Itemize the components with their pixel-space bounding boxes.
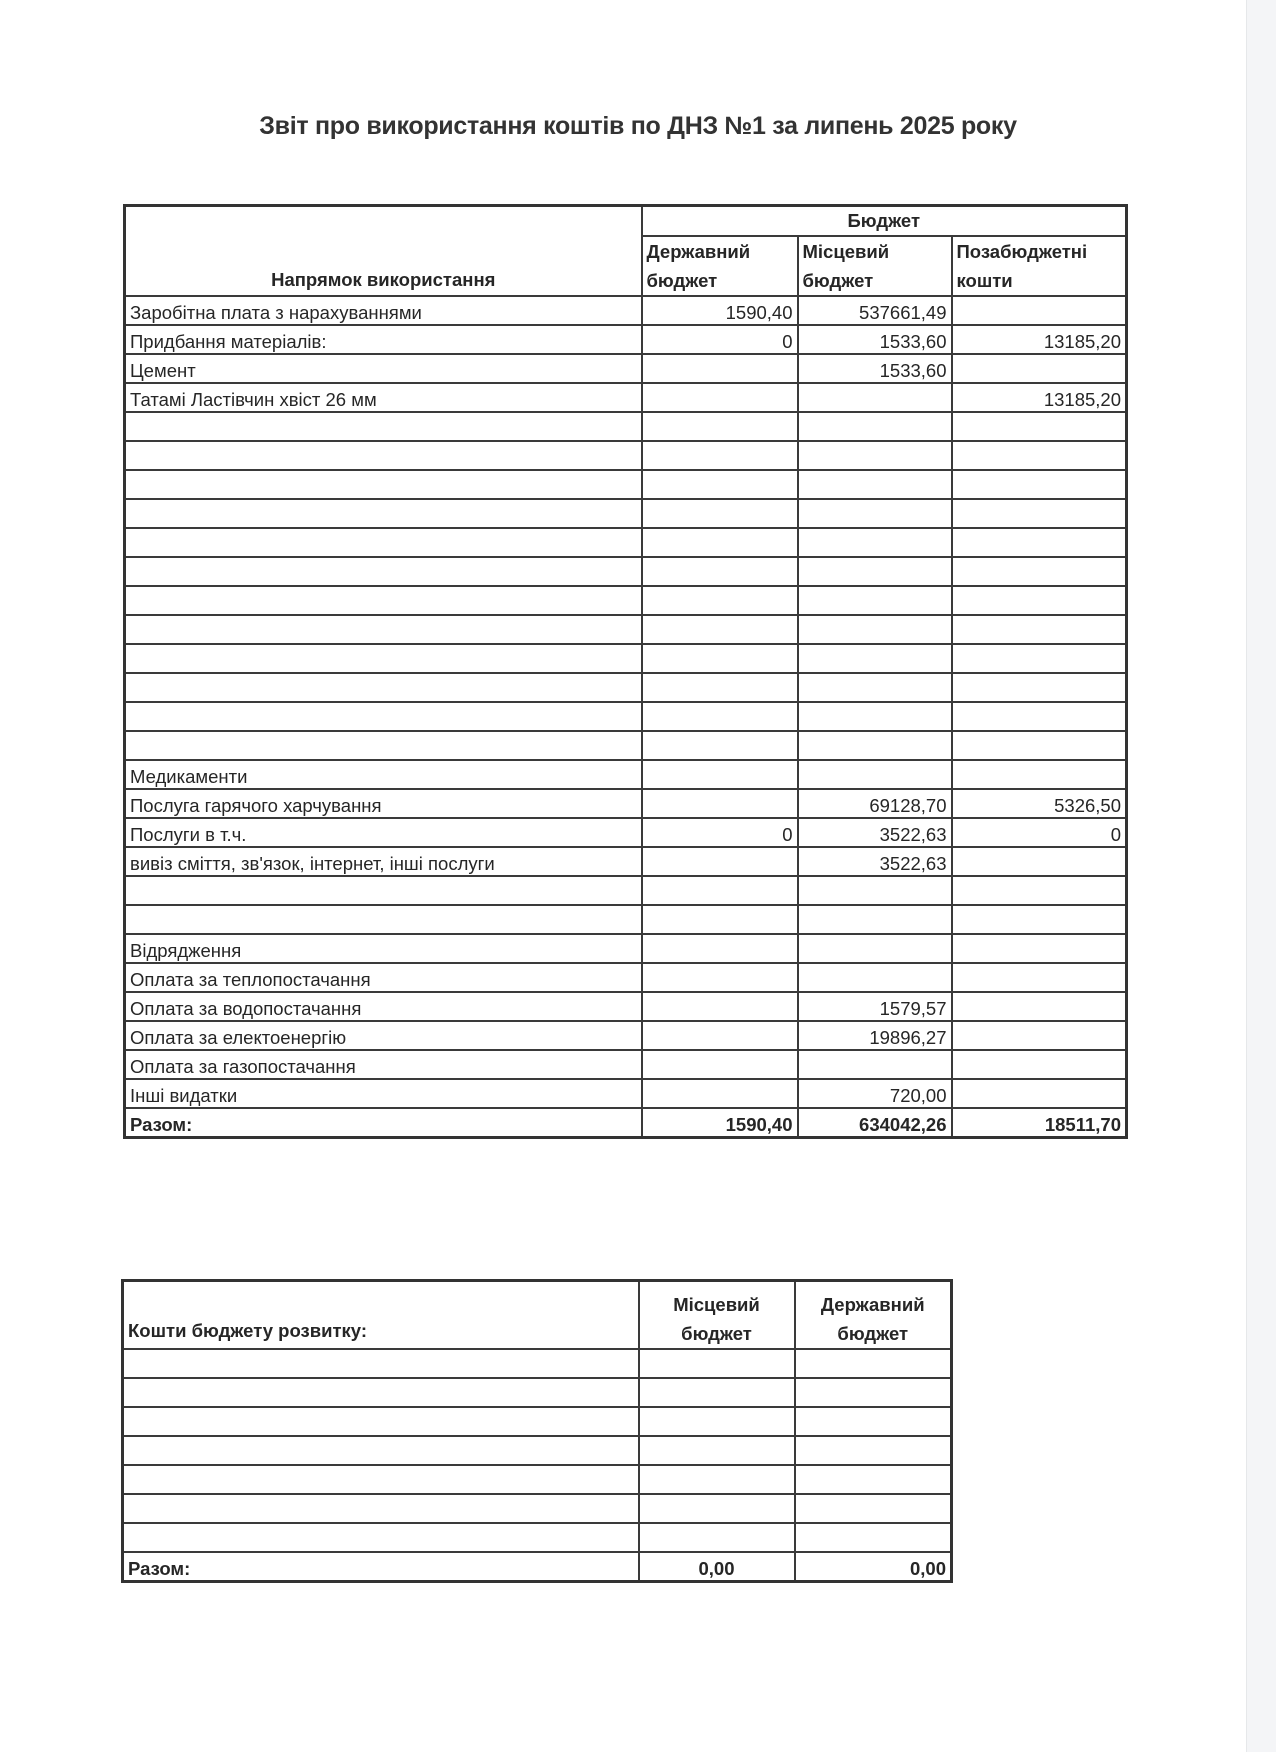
- row-label: [125, 412, 642, 441]
- row-label: Інші видатки: [125, 1079, 642, 1108]
- cell-local-budget: [798, 644, 952, 673]
- cell-local-budget: [798, 528, 952, 557]
- cell-local-budget: [798, 731, 952, 760]
- cell-local-budget: [798, 412, 952, 441]
- row-label: Послуга гарячого харчування: [125, 789, 642, 818]
- total-label: Разом:: [125, 1108, 642, 1138]
- table-row: [125, 470, 1127, 499]
- row-label: [125, 441, 642, 470]
- row-label: [125, 702, 642, 731]
- cell-extra-budget: [952, 644, 1127, 673]
- table-row: [125, 760, 1127, 789]
- row-label: [125, 586, 642, 615]
- table-row: [125, 528, 1127, 557]
- dev-cell-state: [795, 1465, 952, 1494]
- cell-local-budget: 1533,60: [798, 354, 952, 383]
- row-label: Оплата за електоенергію: [125, 1021, 642, 1050]
- cell-state-budget: 0: [642, 818, 798, 847]
- dev-cell-local: [639, 1378, 795, 1407]
- table-row: [125, 441, 1127, 470]
- cell-local-budget: 537661,49: [798, 296, 952, 325]
- table-row: [125, 992, 1127, 1021]
- dev-row-label: [123, 1494, 639, 1523]
- header-state-budget: [642, 236, 798, 296]
- dev-row-label: [123, 1378, 639, 1407]
- dev-total-label: Разом:: [123, 1552, 639, 1582]
- cell-state-budget: [642, 847, 798, 876]
- cell-extra-budget: [952, 876, 1127, 905]
- cell-extra-budget: [952, 586, 1127, 615]
- header-extra-line2: кошти: [956, 270, 1013, 291]
- cell-local-budget: 3522,63: [798, 818, 952, 847]
- header-extra-line1: Позабюджетні: [956, 241, 1088, 262]
- table-row: [125, 644, 1127, 673]
- table-row: [125, 963, 1127, 992]
- cell-extra-budget: [952, 354, 1127, 383]
- row-label: Цемент: [125, 354, 642, 383]
- dev-cell-local: [639, 1349, 795, 1378]
- expense-report-table: [123, 204, 1128, 1139]
- cell-extra-budget: [952, 731, 1127, 760]
- row-label: [125, 557, 642, 586]
- cell-state-budget: [642, 789, 798, 818]
- cell-state-budget: [642, 905, 798, 934]
- table-row: [125, 789, 1127, 818]
- cell-state-budget: [642, 557, 798, 586]
- cell-state-budget: [642, 499, 798, 528]
- dev-table-row: [123, 1436, 952, 1465]
- dev-header-state: [795, 1281, 952, 1350]
- cell-local-budget: 69128,70: [798, 789, 952, 818]
- dev-total-row: [123, 1552, 952, 1582]
- cell-local-budget: [798, 1050, 952, 1079]
- header-local-line1: Місцевий: [802, 241, 890, 262]
- dev-total-local: 0,00: [639, 1552, 795, 1582]
- table-row: [125, 818, 1127, 847]
- cell-extra-budget: 13185,20: [952, 325, 1127, 354]
- table-row: [125, 325, 1127, 354]
- cell-state-budget: [642, 992, 798, 1021]
- cell-state-budget: [642, 412, 798, 441]
- cell-local-budget: [798, 499, 952, 528]
- table-row: [125, 905, 1127, 934]
- table-row: [125, 876, 1127, 905]
- cell-extra-budget: 0: [952, 818, 1127, 847]
- row-label: Послуги в т.ч.: [125, 818, 642, 847]
- dev-header-state-line1: Державний: [820, 1294, 925, 1315]
- cell-state-budget: [642, 354, 798, 383]
- dev-row-label: [123, 1407, 639, 1436]
- dev-header-label: Кошти бюджету розвитку:: [123, 1281, 639, 1350]
- cell-extra-budget: [952, 1050, 1127, 1079]
- dev-cell-state: [795, 1494, 952, 1523]
- dev-table-row: [123, 1494, 952, 1523]
- dev-row-label: [123, 1523, 639, 1552]
- cell-local-budget: [798, 905, 952, 934]
- cell-extra-budget: [952, 992, 1127, 1021]
- table-row: [125, 847, 1127, 876]
- cell-state-budget: [642, 702, 798, 731]
- cell-state-budget: [642, 673, 798, 702]
- cell-local-budget: [798, 673, 952, 702]
- cell-local-budget: [798, 441, 952, 470]
- cell-extra-budget: [952, 470, 1127, 499]
- table-row: [125, 586, 1127, 615]
- total-local-budget: 634042,26: [798, 1108, 952, 1138]
- cell-extra-budget: 5326,50: [952, 789, 1127, 818]
- dev-cell-state: [795, 1349, 952, 1378]
- cell-local-budget: [798, 876, 952, 905]
- cell-extra-budget: [952, 963, 1127, 992]
- row-label: Придбання матеріалів:: [125, 325, 642, 354]
- header-state-line1: Державний: [646, 241, 751, 262]
- header-row-budget: [125, 206, 1127, 237]
- dev-cell-local: [639, 1494, 795, 1523]
- dev-row-label: [123, 1436, 639, 1465]
- cell-extra-budget: [952, 441, 1127, 470]
- cell-local-budget: [798, 760, 952, 789]
- dev-header-local-line1: Місцевий: [673, 1294, 760, 1315]
- cell-local-budget: 1533,60: [798, 325, 952, 354]
- cell-state-budget: [642, 528, 798, 557]
- table-row: [125, 499, 1127, 528]
- cell-local-budget: [798, 383, 952, 412]
- header-extra-budget: [952, 236, 1127, 296]
- total-state-budget: 1590,40: [642, 1108, 798, 1138]
- page-title: Звіт про використання коштів по ДНЗ №1 за липень 2025 року: [259, 112, 1017, 140]
- cell-local-budget: [798, 934, 952, 963]
- dev-total-state: 0,00: [795, 1552, 952, 1582]
- dev-cell-local: [639, 1523, 795, 1552]
- dev-cell-local: [639, 1465, 795, 1494]
- cell-state-budget: 1590,40: [642, 296, 798, 325]
- table-row: [125, 934, 1127, 963]
- cell-extra-budget: 13185,20: [952, 383, 1127, 412]
- header-local-line2: бюджет: [802, 270, 874, 291]
- cell-local-budget: [798, 557, 952, 586]
- cell-extra-budget: [952, 934, 1127, 963]
- cell-state-budget: [642, 731, 798, 760]
- table-row: [125, 1021, 1127, 1050]
- row-label: [125, 905, 642, 934]
- cell-state-budget: [642, 876, 798, 905]
- cell-state-budget: [642, 383, 798, 412]
- cell-extra-budget: [952, 1021, 1127, 1050]
- cell-extra-budget: [952, 499, 1127, 528]
- dev-cell-local: [639, 1436, 795, 1465]
- cell-state-budget: [642, 615, 798, 644]
- dev-cell-state: [795, 1436, 952, 1465]
- cell-extra-budget: [952, 760, 1127, 789]
- cell-extra-budget: [952, 847, 1127, 876]
- cell-state-budget: [642, 1021, 798, 1050]
- table-row: [125, 412, 1127, 441]
- table-row: [125, 673, 1127, 702]
- scan-page-edge: [1246, 0, 1276, 1752]
- dev-header-row: [123, 1281, 952, 1350]
- cell-local-budget: 19896,27: [798, 1021, 952, 1050]
- cell-state-budget: [642, 441, 798, 470]
- cell-local-budget: [798, 615, 952, 644]
- cell-state-budget: [642, 963, 798, 992]
- dev-table-row: [123, 1378, 952, 1407]
- cell-state-budget: [642, 934, 798, 963]
- cell-state-budget: [642, 644, 798, 673]
- cell-state-budget: [642, 1050, 798, 1079]
- row-label: [125, 876, 642, 905]
- dev-table-row: [123, 1407, 952, 1436]
- row-label: Оплата за теплопостачання: [125, 963, 642, 992]
- table-row: [125, 615, 1127, 644]
- cell-extra-budget: [952, 296, 1127, 325]
- table-row: [125, 383, 1127, 412]
- row-label: Медикаменти: [125, 760, 642, 789]
- dev-cell-local: [639, 1407, 795, 1436]
- total-row: [125, 1108, 1127, 1138]
- cell-local-budget: [798, 586, 952, 615]
- dev-table-row: [123, 1523, 952, 1552]
- header-budget-group: Бюджет: [642, 206, 1127, 237]
- row-label: [125, 644, 642, 673]
- dev-header-local-line2: бюджет: [681, 1323, 752, 1344]
- cell-extra-budget: [952, 412, 1127, 441]
- cell-extra-budget: [952, 673, 1127, 702]
- table-row: [125, 296, 1127, 325]
- total-extra-budget: 18511,70: [952, 1108, 1127, 1138]
- row-label: Відрядження: [125, 934, 642, 963]
- dev-row-label: [123, 1465, 639, 1494]
- cell-local-budget: 3522,63: [798, 847, 952, 876]
- row-label: Оплата за газопостачання: [125, 1050, 642, 1079]
- dev-cell-state: [795, 1378, 952, 1407]
- row-label: [125, 470, 642, 499]
- header-direction: Напрямок використання: [125, 206, 642, 297]
- row-label: Татамі Ластівчин хвіст 26 мм: [125, 383, 642, 412]
- cell-extra-budget: [952, 1079, 1127, 1108]
- dev-cell-state: [795, 1523, 952, 1552]
- cell-extra-budget: [952, 615, 1127, 644]
- table-row: [125, 1079, 1127, 1108]
- cell-local-budget: 1579,57: [798, 992, 952, 1021]
- row-label: Заробітна плата з нарахуваннями: [125, 296, 642, 325]
- row-label: [125, 499, 642, 528]
- cell-state-budget: [642, 586, 798, 615]
- dev-table-row: [123, 1465, 952, 1494]
- row-label: [125, 615, 642, 644]
- table-row: [125, 731, 1127, 760]
- row-label: [125, 673, 642, 702]
- table-row: [125, 354, 1127, 383]
- cell-state-budget: 0: [642, 325, 798, 354]
- table-row: [125, 1050, 1127, 1079]
- cell-extra-budget: [952, 528, 1127, 557]
- header-state-line2: бюджет: [646, 270, 718, 291]
- development-budget-table: [121, 1279, 953, 1583]
- cell-state-budget: [642, 470, 798, 499]
- cell-local-budget: 720,00: [798, 1079, 952, 1108]
- cell-local-budget: [798, 963, 952, 992]
- header-local-budget: [798, 236, 952, 296]
- cell-state-budget: [642, 760, 798, 789]
- row-label: [125, 528, 642, 557]
- table-row: [125, 557, 1127, 586]
- dev-header-local: [639, 1281, 795, 1350]
- cell-state-budget: [642, 1079, 798, 1108]
- dev-header-state-line2: бюджет: [837, 1323, 909, 1344]
- row-label: Оплата за водопостачання: [125, 992, 642, 1021]
- row-label: вивіз сміття, зв'язок, інтернет, інші послуги: [125, 847, 642, 876]
- table-row: [125, 702, 1127, 731]
- dev-cell-state: [795, 1407, 952, 1436]
- dev-table-row: [123, 1349, 952, 1378]
- cell-local-budget: [798, 702, 952, 731]
- dev-row-label: [123, 1349, 639, 1378]
- cell-extra-budget: [952, 557, 1127, 586]
- cell-extra-budget: [952, 702, 1127, 731]
- cell-extra-budget: [952, 905, 1127, 934]
- cell-local-budget: [798, 470, 952, 499]
- row-label: [125, 731, 642, 760]
